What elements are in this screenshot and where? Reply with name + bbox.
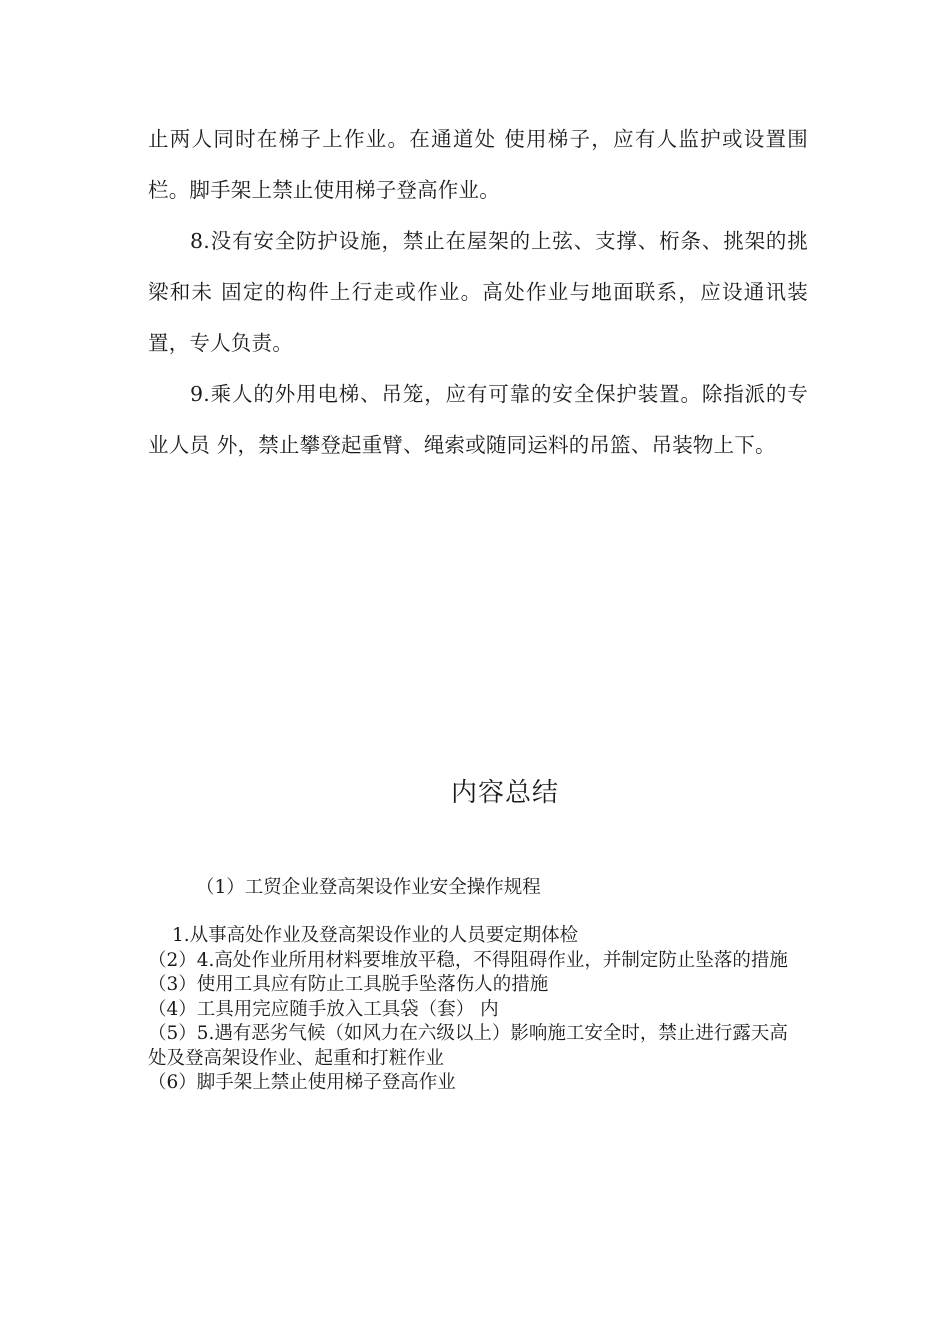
paragraph-item-9: 9.乘人的外用电梯、吊笼，应有可靠的安全保护装置。除指派的专业人员 外，禁止攀登起重臂、绳索或随同运料的吊篮、吊装物上下。: [148, 382, 808, 457]
body-text: [148, 114, 808, 471]
summary-item: （6）脚手架上禁止使用梯子登高作业: [148, 1072, 456, 1093]
summary-list: [148, 924, 808, 1096]
summary-item: 1.从事高处作业及登高架设作业的人员要定期体检: [172, 925, 579, 946]
summary-subtitle: （1）工贸企业登高架设作业安全操作规程: [196, 877, 541, 898]
summary-title: 内容总结: [450, 778, 559, 808]
summary-item: （5）5.遇有恶劣气候（如风力在六级以上）影响施工安全时，禁止进行露天高 处及登高架设作业、起重和打粧作业: [148, 1023, 788, 1069]
paragraph-continuation: 止两人同时在梯子上作业。在通道处 使用梯子，应有人监护或设置围栏。脚手架上禁止使用梯子登高作业。: [148, 127, 808, 202]
summary-item: （4）工具用完应随手放入工具袋（套） 内: [148, 998, 499, 1020]
summary-item: （2）4.高处作业所用材料要堆放平稳，不得阻碍作业，并制定防止坠落的措施: [148, 949, 788, 971]
summary-item: （3）使用工具应有防止工具脱手坠落伤人的措施: [148, 974, 549, 995]
paragraph-item-8: 8.没有安全防护设施，禁止在屋架的上弦、支撑、桁条、挑架的挑梁和未 固定的构件上行走或作业。高处作业与地面联系，应设通讯装置，专人负责。: [148, 229, 808, 355]
